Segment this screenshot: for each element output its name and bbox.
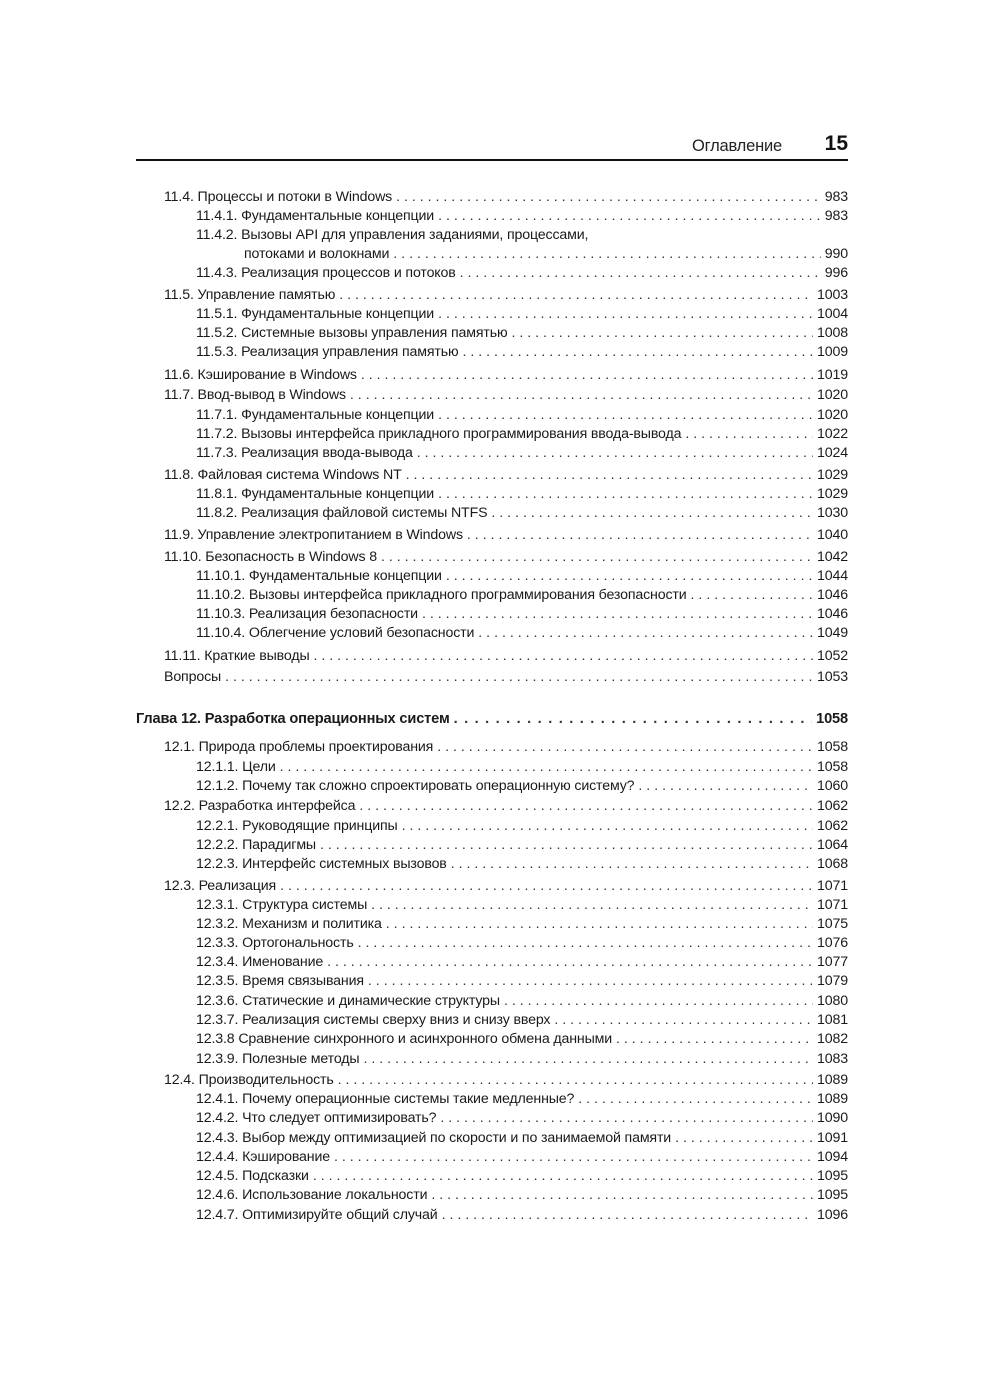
toc-entry [196,1050,848,1068]
toc-entry [164,286,848,304]
dot-leader [280,758,813,776]
dot-leader [675,1129,813,1147]
dot-leader [406,466,813,484]
toc-entry [164,188,848,206]
dot-leader [467,526,813,544]
dot-leader [320,836,813,854]
toc-entry [196,817,848,835]
toc-entry-page: 1024 [817,445,848,461]
toc-entry-title: 11.5.2. Системные вызовы управления памятью [196,324,511,342]
dot-leader [350,386,813,404]
dot-leader [313,1167,813,1185]
toc-entry-title: Вопросы [164,668,225,686]
toc-entry-page: 1053 [817,669,848,685]
page-number: 15 [824,132,848,155]
toc-entry-page: 1040 [817,527,848,543]
dot-leader [314,647,814,665]
toc-entry-page: 1004 [817,306,848,322]
toc-entry-title: 12.4.3. Выбор между оптимизацией по скорости и по занимаемой памяти [196,1129,675,1147]
dot-leader [371,896,813,914]
toc-entry [196,605,848,623]
toc-entry [164,738,848,756]
dot-leader [462,343,813,361]
dot-leader [393,245,820,263]
toc-entry [196,444,848,462]
toc-entry-page: 1064 [817,837,848,853]
toc-entry-title: Глава 12. Разработка операционных систем [136,710,454,728]
toc-entry [196,972,848,990]
toc-entry-title: 12.1.2. Почему так сложно спроектировать операционную систему? [196,777,638,795]
dot-leader [578,1090,813,1108]
dot-leader [417,444,813,462]
dot-leader [438,406,813,424]
toc-entry-title: потоками и волокнами [244,245,393,263]
dot-leader [511,324,813,342]
toc-entry-title: 12.4.4. Кэширование [196,1148,334,1166]
toc-entry [196,343,848,361]
dot-leader [339,286,813,304]
dot-leader [386,915,813,933]
toc-entry-title: 11.4. Процессы и потоки в Windows [164,188,396,206]
dot-leader [691,586,813,604]
header-title: Оглавление [692,137,782,155]
toc-entry [244,245,848,263]
toc-entry-title: 11.10. Безопасность в Windows 8 [164,548,381,566]
toc-entry-title: 12.4.6. Использование локальности [196,1186,431,1204]
toc-entry-title: 11.10.4. Облегчение условий безопасности [196,624,478,642]
toc-entry [164,526,848,544]
toc-entry-page: 1042 [817,549,848,565]
toc-entry-page: 1049 [817,625,848,641]
toc-entry [196,624,848,642]
toc-entry-page: 1062 [817,818,848,834]
toc-entry-title: 11.10.1. Фундаментальные концепции [196,567,446,585]
toc-entry-page: 1009 [817,344,848,360]
dot-leader [431,1186,813,1204]
toc-entry-page: 1095 [817,1168,848,1184]
dot-leader [460,264,821,282]
toc-entry-title: 12.3.3. Ортогональность [196,934,358,952]
toc-entry-title: 12.3.2. Механизм и политика [196,915,386,933]
toc-entry [164,386,848,404]
toc-entry [196,567,848,585]
toc-entry-title: 11.8. Файловая система Windows NT [164,466,406,484]
toc-entry-page: 1030 [817,505,848,521]
toc-entry-title: 11.8.2. Реализация файловой системы NTFS [196,504,491,522]
toc-chapter-entry [136,710,848,728]
toc-entry-page: 1095 [817,1187,848,1203]
toc-entry-page: 1062 [817,798,848,814]
toc-entry [196,586,848,604]
toc-entry-title: 12.3.7. Реализация системы сверху вниз и снизу вверх [196,1011,554,1029]
toc-entry-title: 11.4.3. Реализация процессов и потоков [196,264,460,282]
toc-entry [196,1109,848,1127]
toc-entry-title: 11.7.3. Реализация ввода-вывода [196,444,417,462]
toc-entry [196,1186,848,1204]
toc-entry-page: 983 [824,189,848,205]
toc-entry-page: 1020 [817,407,848,423]
toc-entry [196,1090,848,1108]
toc-entry [196,485,848,503]
toc-entry [196,207,848,225]
toc-entry-page: 1082 [817,1031,848,1047]
toc-entry-title: 12.4.5. Подсказки [196,1167,313,1185]
toc-entry-page: 1058 [817,739,848,755]
dot-leader [396,188,821,206]
toc-entry-page: 1060 [817,778,848,794]
toc-entry-page: 1008 [817,325,848,341]
toc-entry-title: 12.1. Природа проблемы проектирования [164,738,437,756]
toc-entry-title: 12.4.2. Что следует оптимизировать? [196,1109,440,1127]
toc-entry-page: 1089 [817,1091,848,1107]
toc-entry [196,305,848,323]
dot-leader [504,992,813,1010]
toc-entry-title: 12.4. Производительность [164,1071,338,1089]
dot-leader [616,1030,813,1048]
dot-leader [554,1011,813,1029]
toc-entry [196,953,848,971]
toc-entry [196,896,848,914]
dot-leader [338,1071,813,1089]
toc-entry [196,1206,848,1224]
toc-entry-title: 12.4.7. Оптимизируйте общий случай [196,1206,442,1224]
toc-entry-page: 1029 [817,486,848,502]
dot-leader [402,817,813,835]
dot-leader [225,668,813,686]
toc-entry-title: 11.8.1. Фундаментальные концепции [196,485,438,503]
toc-entry-page: 1081 [817,1012,848,1028]
toc-entry-page: 1075 [817,916,848,932]
dot-leader [361,366,813,384]
toc-entry-title: 12.3.9. Полезные методы [196,1050,363,1068]
dot-leader [638,777,813,795]
toc-entry [164,1071,848,1089]
toc-entry [196,406,848,424]
dot-leader [280,877,813,895]
dot-leader [451,855,813,873]
dot-leader [358,934,813,952]
toc-entry [164,366,848,384]
toc-entry-page: 1080 [817,993,848,1009]
toc-entry-page: 1096 [817,1207,848,1223]
toc-entry-page: 1058 [816,711,848,727]
toc-entry-title: 11.9. Управление электропитанием в Windows [164,526,467,544]
toc-entry-title: 11.6. Кэширование в Windows [164,366,361,384]
toc-entry [196,992,848,1010]
toc-entry [164,668,848,686]
toc-entry-title: 12.2.2. Парадигмы [196,836,320,854]
toc-entry-title: 11.5.3. Реализация управления памятью [196,343,462,361]
toc-entry [196,324,848,342]
toc-entry-title: 12.2.1. Руководящие принципы [196,817,402,835]
toc-entry-title: 12.3.5. Время связывания [196,972,368,990]
toc-entry-page: 1071 [817,878,848,894]
toc-entry-page: 1046 [817,606,848,622]
dot-leader [422,605,813,623]
toc-entry [196,1030,848,1048]
toc-entry-title: 11.5. Управление памятью [164,286,339,304]
dot-leader [440,1109,813,1127]
toc-entry [164,647,848,665]
dot-leader [368,972,813,990]
toc-entry-page: 1094 [817,1149,848,1165]
toc-entry-page: 1022 [817,426,848,442]
toc-entry [196,758,848,776]
dot-leader [327,953,813,971]
dot-leader [442,1206,813,1224]
toc-entry-page: 1076 [817,935,848,951]
toc-entry [196,425,848,443]
dot-leader [437,738,813,756]
toc-entry [196,264,848,282]
header-rule [136,159,848,161]
toc-entry-page: 1090 [817,1110,848,1126]
toc-entry-page: 996 [824,265,848,281]
toc-entry [196,504,848,522]
toc-entry [196,934,848,952]
dot-leader [438,207,821,225]
toc-entry-title: 12.4.1. Почему операционные системы такие медленные? [196,1090,578,1108]
toc-entry [164,797,848,815]
toc-entry [196,226,848,244]
toc-entry [196,1167,848,1185]
toc-entry-page: 1058 [817,759,848,775]
toc-entry [196,855,848,873]
dot-leader [454,710,813,728]
dot-leader [478,624,813,642]
toc-entry-page: 1044 [817,568,848,584]
toc-entry [196,915,848,933]
toc-entry-title: 12.3.4. Именование [196,953,327,971]
dot-leader [491,504,813,522]
dot-leader [685,425,813,443]
toc-entry-title: 12.2.3. Интерфейс системных вызовов [196,855,451,873]
toc-entry-title: 11.7.2. Вызовы интерфейса прикладного программирования ввода-вывода [196,425,685,443]
dot-leader [359,797,813,815]
running-header [136,128,848,158]
toc-entry-page: 1083 [817,1051,848,1067]
toc-entry-title: 12.3.1. Структура системы [196,896,371,914]
toc-entry [196,836,848,854]
toc-entry-page: 1020 [817,387,848,403]
toc-entry-title: 11.11. Краткие выводы [164,647,314,665]
toc-entry-page: 1052 [817,648,848,664]
toc-entry-page: 1029 [817,467,848,483]
toc-entry-page: 1079 [817,973,848,989]
toc-entry-title: 12.2. Разработка интерфейса [164,797,359,815]
toc-entry [196,1129,848,1147]
toc-entry-title: 11.5.1. Фундаментальные концепции [196,305,438,323]
toc-entry-title: 11.7. Ввод-вывод в Windows [164,386,350,404]
toc-entry-title: 11.10.2. Вызовы интерфейса прикладного программирования безопасности [196,586,691,604]
toc-entry-page: 1089 [817,1072,848,1088]
toc-entry-title: 11.4.1. Фундаментальные концепции [196,207,438,225]
toc-entry-page: 1003 [817,287,848,303]
toc-entry-title: 11.7.1. Фундаментальные концепции [196,406,438,424]
toc-entry-title: 11.4.2. Вызовы API для управления заданиями, процессами, [196,226,592,244]
dot-leader [438,305,813,323]
toc-entry-title: 12.3. Реализация [164,877,280,895]
toc-entry-page: 1071 [817,897,848,913]
toc-entry [164,877,848,895]
toc-entry-page: 1077 [817,954,848,970]
dot-leader [363,1050,813,1068]
toc-entry-page: 983 [824,208,848,224]
dot-leader [438,485,813,503]
toc-entry-title: 12.3.8 Сравнение синхронного и асинхронного обмена данными [196,1030,616,1048]
toc-entry [196,777,848,795]
toc-entry [196,1148,848,1166]
dot-leader [381,548,813,566]
toc-entry-title: 11.10.3. Реализация безопасности [196,605,422,623]
toc-entry [164,548,848,566]
toc-entry-page: 1091 [817,1130,848,1146]
toc-entry-page: 990 [824,246,848,262]
toc-entry [164,466,848,484]
toc-entry-title: 12.1.1. Цели [196,758,280,776]
toc-entry-page: 1019 [817,367,848,383]
toc-entry-page: 1068 [817,856,848,872]
toc-entry-title: 12.3.6. Статические и динамические структуры [196,992,504,1010]
toc-entry-page: 1046 [817,587,848,603]
dot-leader [334,1148,813,1166]
toc-entry [196,1011,848,1029]
dot-leader [446,567,813,585]
